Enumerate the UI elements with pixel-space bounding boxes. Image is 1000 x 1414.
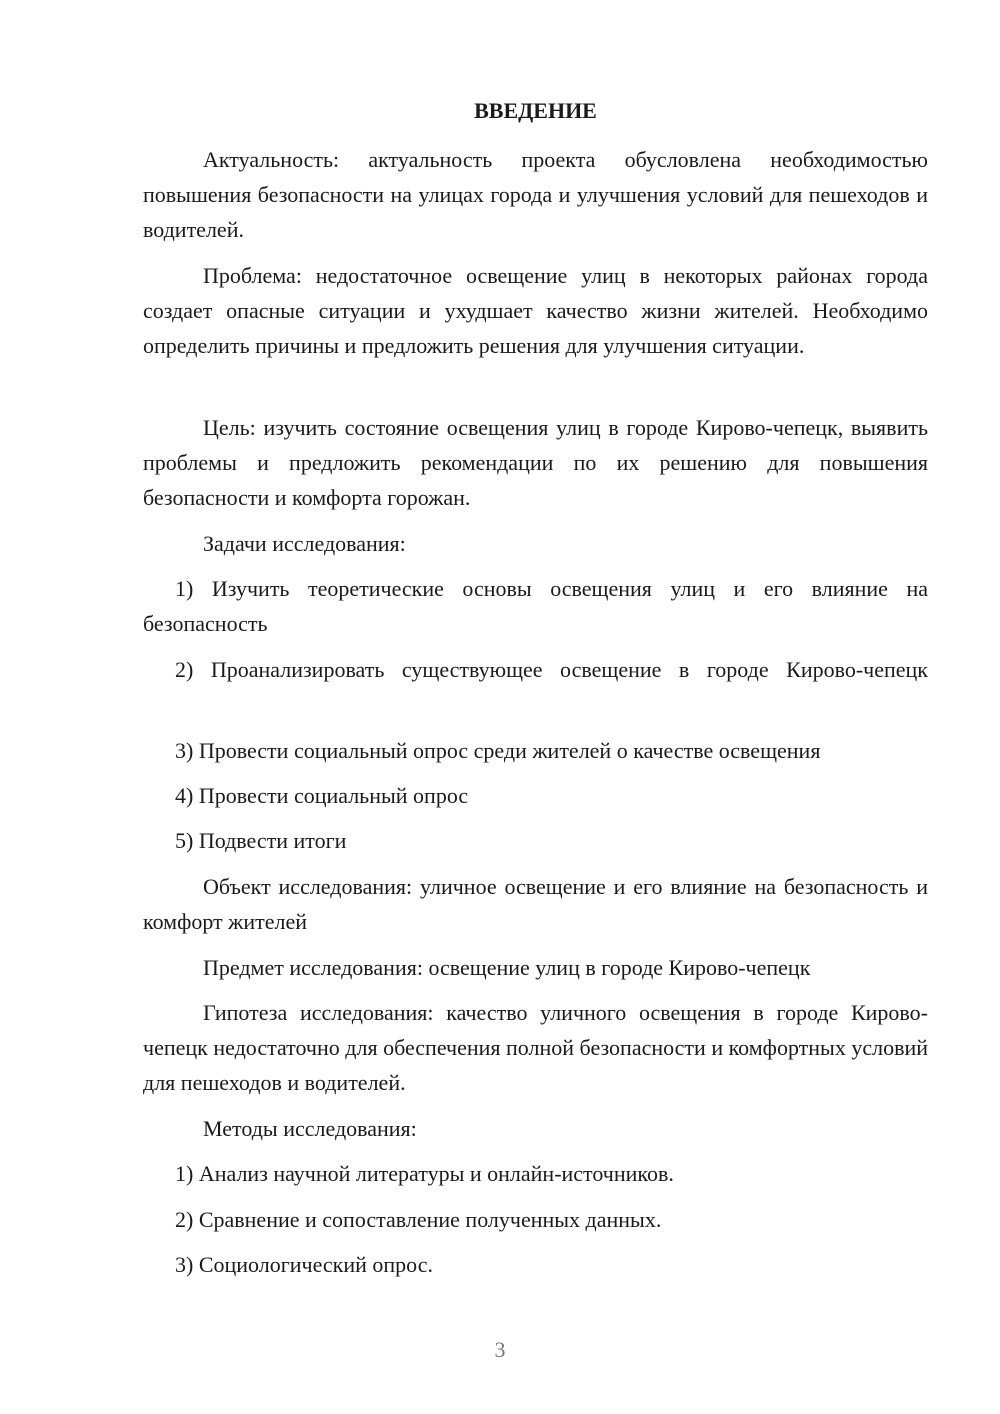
task-item-5: 5) Подвести итоги (175, 828, 347, 853)
paragraph-object: Объект исследования: уличное освещение и его влияние на безопасность и комфорт жителей (143, 874, 928, 934)
page-number: 3 (494, 1337, 506, 1362)
task-item-3: 3) Провести социальный опрос среди жителей о качестве освещения (175, 738, 821, 763)
paragraph-goal: Цель: изучить состояние освещения улиц в городе Кирово-чепецк, выявить проблемы и предложить рекомендации по их решению для повышения безопасности и комфорта горожан. (143, 415, 928, 510)
task-item-4: 4) Провести социальный опрос (175, 783, 469, 808)
task-item-2: 2) Проанализировать существующее освещение в городе Кирово-чепецк (175, 657, 928, 682)
tasks-heading: Задачи исследования: (203, 531, 406, 556)
paragraph-problem: Проблема: недостаточное освещение улиц в некоторых районах города создает опасные ситуации и ухудшает качество жизни жителей. Необходимо определить причины и предложить решения для улучшения ситуации. (143, 263, 928, 358)
method-item-2: 2) Сравнение и сопоставление полученных данных. (175, 1207, 662, 1232)
section-title: ВВЕДЕНИЕ (474, 98, 597, 123)
paragraph-hypothesis: Гипотеза исследования: качество уличного освещения в городе Кирово-чепецк недостаточно для обеспечения полной безопасности и комфортных условий для пешеходов и водителей. (143, 1000, 928, 1095)
method-item-3: 3) Социологический опрос. (175, 1252, 433, 1277)
paragraph-subject: Предмет исследования: освещение улиц в городе Кирово-чепецк (203, 955, 811, 980)
paragraph-relevance: Актуальность: актуальность проекта обусловлена необходимостью повышения безопасности на улицах города и улучшения условий для пешеходов и водителей. (143, 147, 928, 242)
methods-heading: Методы исследования: (203, 1116, 417, 1141)
task-item-1: 1) Изучить теоретические основы освещения улиц и его влияние на безопасность (143, 576, 928, 636)
method-item-1: 1) Анализ научной литературы и онлайн-источников. (175, 1161, 674, 1186)
